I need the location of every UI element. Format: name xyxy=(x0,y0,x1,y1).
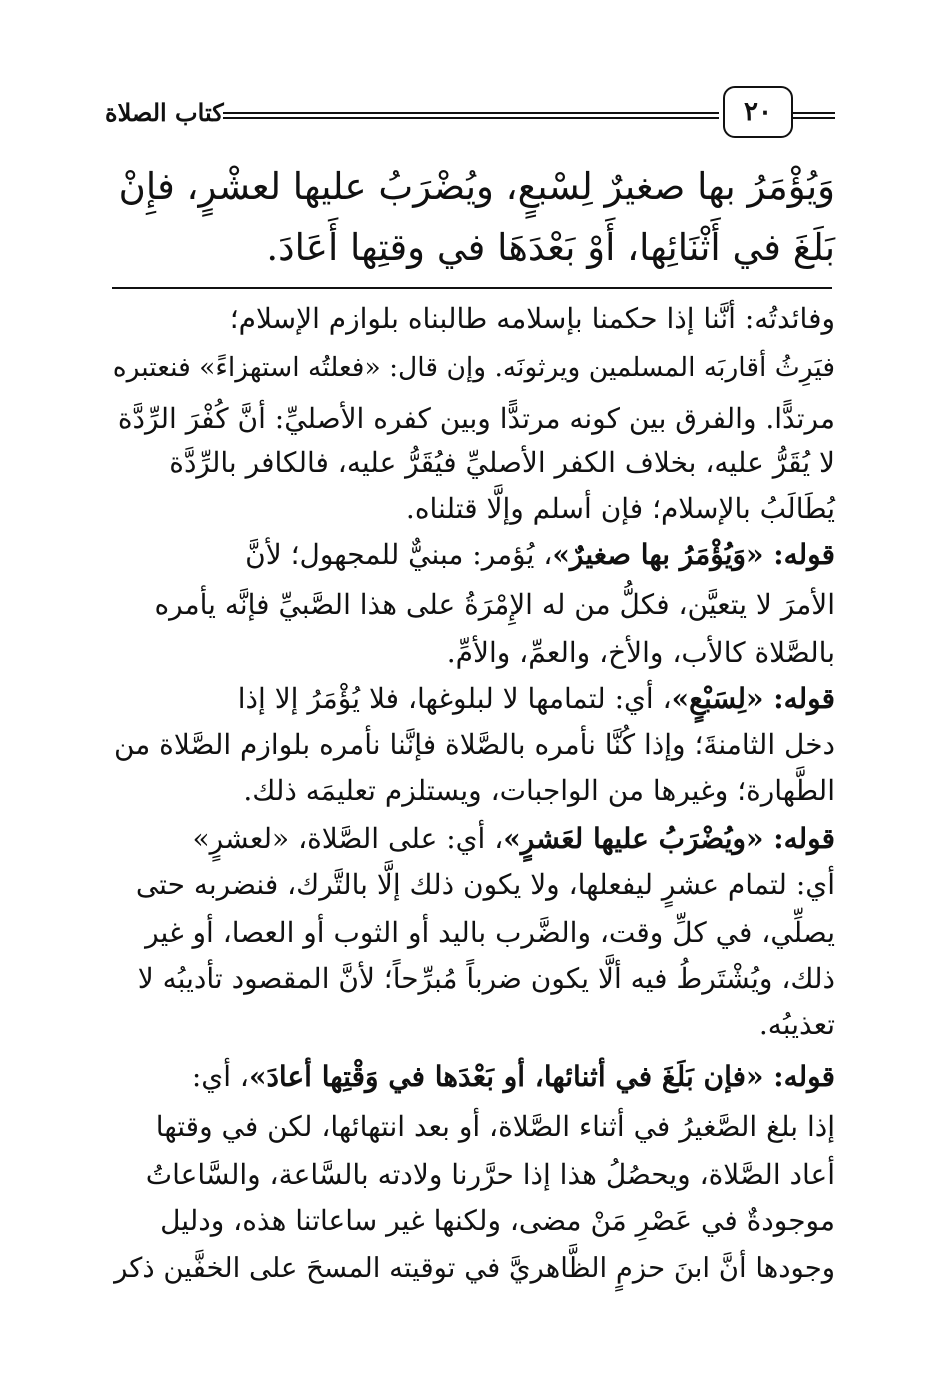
para5-line-5: وجودها أنَّ ابنَ حزمٍ الظَّاهريَّ في توقيته المسحَ على الخفَّين ذكر xyxy=(114,1252,835,1284)
para4-line-1-text: ، أي: على الصَّلاة، «لعشرٍ» xyxy=(192,822,504,855)
para4-lead: قوله: «ويُضْرَبُ عليها لعَشرٍ» xyxy=(503,822,835,855)
para5-line-1 xyxy=(192,1060,835,1093)
para5-line-1-text: ، أي: xyxy=(191,1060,249,1093)
para4-line-3: يصلِّي، في كلِّ وقت، والضَّرب باليد أو الثوب أو العصا، أو غير xyxy=(145,916,835,949)
para5-line-4: موجودةٌ في عَصْرِ مَنْ مضى، ولكنها غير ساعاتنا هذه، ودليل xyxy=(160,1204,835,1237)
para4-line-4: ذلك، ويُشْتَرطُ فيه ألَّا يكون ضرباً مُبرِّحاً؛ لأنَّ المقصود تأديبُه لا xyxy=(137,962,835,995)
para3-line-3: الطَّهارة؛ وغيرها من الواجبات، ويستلزم تعليمَه ذلك. xyxy=(243,774,835,807)
header-rule-right-2 xyxy=(793,117,835,119)
para5-lead: قوله: «فإن بَلَغَ في أثنائها، أو بَعْدَها في وَقْتِها أعادَ» xyxy=(248,1060,835,1093)
para2-line-3: بالصَّلاة كالأب، والأخ، والعمِّ، والأمِّ. xyxy=(446,636,835,669)
para5-line-2: إذا بلغ الصَّغيرُ في أثناء الصَّلاة، أو بعد انتهائها، لكن في وقتها xyxy=(155,1110,835,1143)
para1-line-5: يُطَالَبُ بالإسلام؛ فإن أسلم وإلَّا قتلناه. xyxy=(405,492,835,525)
book-title: كتاب الصلاة xyxy=(105,98,224,127)
para1-line-1: وفائدتُه: أنَّنا إذا حكمنا بإسلامه طالبناه بلوازم الإسلام؛ xyxy=(229,302,835,335)
para2-lead: قوله: «وَيُؤْمَرُ بها صغيرٌ» xyxy=(552,538,835,571)
hadith-line-2: بَلَغَ في أَثْنَائِها، أَوْ بَعْدَهَا في وقتِها أَعَادَ. xyxy=(266,226,835,269)
header-rule-right xyxy=(793,112,835,114)
header-rule-left-2 xyxy=(223,117,719,119)
para3-line-1-text: ، أي: لتمامها لا لبلوغها، فلا يُؤْمَرُ إلا إذا xyxy=(237,682,672,715)
para4-line-5: تعذيبُه. xyxy=(758,1008,835,1041)
para3-line-1 xyxy=(238,682,835,715)
para1-line-4: لا يُقَرُّ عليه، بخلاف الكفر الأصليِّ فيُقَرُّ عليه، فالكافر بالرِّدَّة xyxy=(169,446,835,479)
hadith-line-1: وَيُؤْمَرُ بها صغيرٌ لِسْبعٍ، ويُضْرَبُ عليها لعشْرٍ، فإِنْ xyxy=(118,165,835,208)
para2-line-1 xyxy=(245,538,835,571)
page-header xyxy=(105,86,835,142)
para1-line-2: فيَرِثُ أقاربَه المسلمين ويرثونَه. وإن قال: «فعلتُه استهزاءً» فنعتبره xyxy=(112,352,835,383)
para1-line-3: مرتدًّا. والفرق بين كونه مرتدًّا وبين كفره الأصليِّ: أنَّ كُفْرَ الرِّدَّة xyxy=(117,402,835,435)
page-number: ٢٠ xyxy=(744,97,772,127)
para5-line-3: أعاد الصَّلاة، ويحصُلُ هذا إذا حرَّرنا ولادته بالسَّاعة، والسَّاعاتُ xyxy=(145,1158,835,1191)
para4-line-2: أي: لتمام عشرٍ ليفعلها، ولا يكون ذلك إلَّا بالتَّرك، فنضربه حتى xyxy=(135,868,835,901)
separator-rule xyxy=(112,287,832,289)
para3-lead: قوله: «لِسَبْعٍ» xyxy=(671,682,835,715)
para3-line-2: دخل الثامنةَ؛ وإذا كُنَّا نأمره بالصَّلاة فإنَّنا نأمره بلوازم الصَّلاة من xyxy=(113,728,835,761)
para4-line-1 xyxy=(192,822,835,855)
para2-line-1-text: ، يُؤمر: مبنيٌّ للمجهول؛ لأنَّ xyxy=(245,538,553,571)
header-rule-left xyxy=(223,112,719,114)
page-number-box xyxy=(723,86,793,138)
para2-line-2: الأمرَ لا يتعيَّن، فكلُّ من له الإِمْرَةُ على هذا الصَّبيِّ فإنَّه يأمره xyxy=(154,588,835,621)
